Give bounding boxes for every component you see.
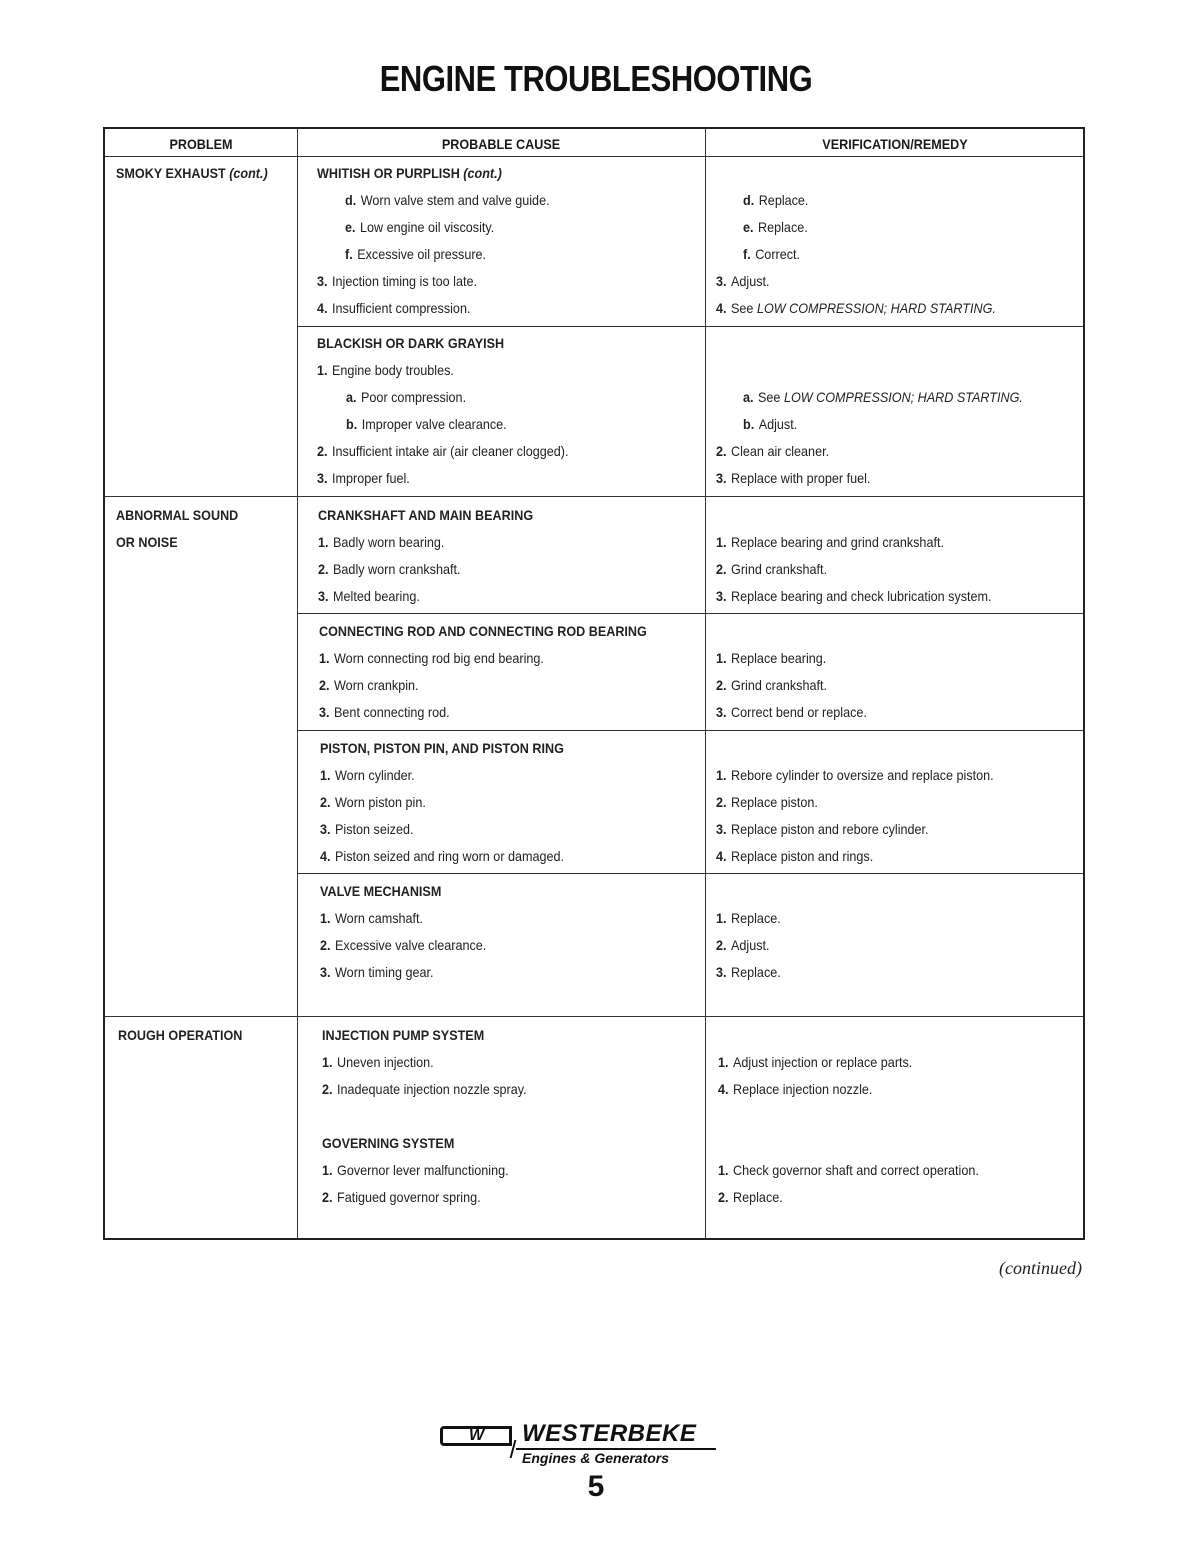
header-problem: PROBLEM — [169, 136, 233, 152]
cause-item: e. Low engine oil viscosity. — [345, 219, 495, 235]
remedy-item: 3. Correct bend or replace. — [716, 704, 867, 720]
row-divider — [297, 873, 1083, 874]
header-divider — [105, 156, 1083, 157]
remedy-item: 2. Grind crankshaft. — [716, 561, 827, 577]
row-divider — [297, 613, 1083, 614]
cause-item: b. Improper valve clearance. — [346, 416, 507, 432]
cause-item: 2. Badly worn crankshaft. — [318, 561, 461, 577]
remedy-item: 2. Adjust. — [716, 937, 770, 953]
section-heading-blackish: BLACKISH OR DARK GRAYISH — [317, 335, 505, 351]
cause-item: 3. Piston seized. — [320, 821, 414, 837]
cause-item: 3. Improper fuel. — [317, 470, 410, 486]
remedy-item: d. Replace. — [743, 192, 809, 208]
cause-item: 2. Insufficient intake air (air cleaner clogged). — [317, 443, 569, 459]
remedy-item: 4. See LOW COMPRESSION; HARD STARTING. — [716, 300, 996, 316]
cause-item: 4. Piston seized and ring worn or damaged. — [320, 848, 565, 864]
cause-item: 1. Worn connecting rod big end bearing. — [319, 650, 544, 666]
continued-note: (continued) — [999, 1258, 1082, 1278]
cause-item: 1. Worn camshaft. — [320, 910, 424, 926]
row-divider — [105, 496, 1083, 497]
remedy-item: 1. Check governor shaft and correct operation. — [718, 1162, 979, 1178]
remedy-item: 1. Replace bearing. — [716, 650, 827, 666]
remedy-item: b. Adjust. — [743, 416, 798, 432]
remedy-item: 1. Rebore cylinder to oversize and replace piston. — [716, 767, 994, 783]
remedy-item: 3. Replace with proper fuel. — [716, 470, 871, 486]
cause-item: 2. Worn crankpin. — [319, 677, 419, 693]
cause-item: 1. Governor lever malfunctioning. — [322, 1162, 509, 1178]
row-divider — [105, 1016, 1083, 1017]
cause-item: 3. Melted bearing. — [318, 588, 420, 604]
remedy-item: 3. Replace piston and rebore cylinder. — [716, 821, 929, 837]
cause-item: 3. Bent connecting rod. — [319, 704, 450, 720]
page-title: ENGINE TROUBLESHOOTING — [379, 58, 813, 99]
remedy-item: 1. Replace. — [716, 910, 781, 926]
cause-item: 3. Worn timing gear. — [320, 964, 434, 980]
remedy-item: 3. Replace. — [716, 964, 781, 980]
remedy-item: e. Replace. — [743, 219, 808, 235]
troubleshooting-table — [103, 127, 1085, 1240]
cause-item: 2. Excessive valve clearance. — [320, 937, 487, 953]
logo-tagline: Engines & Generators — [522, 1450, 670, 1466]
cause-item: 4. Insufficient compression. — [317, 300, 471, 316]
logo-name: WESTERBEKE — [522, 1420, 697, 1447]
cause-item: f. Excessive oil pressure. — [345, 246, 487, 262]
remedy-item: 2. Grind crankshaft. — [716, 677, 827, 693]
row-divider — [297, 730, 1083, 731]
column-divider — [297, 129, 298, 1238]
remedy-item: 3. Adjust. — [716, 273, 770, 289]
remedy-item: 2. Replace. — [718, 1189, 783, 1205]
cause-item: 1. Uneven injection. — [322, 1054, 434, 1070]
column-divider — [705, 129, 706, 1238]
remedy-item: 4. Replace piston and rings. — [716, 848, 874, 864]
header-probable-cause: PROBABLE CAUSE — [441, 136, 561, 152]
cause-item: 2. Worn piston pin. — [320, 794, 426, 810]
cause-item: 3. Injection timing is too late. — [317, 273, 478, 289]
remedy-item: f. Correct. — [743, 246, 801, 262]
header-verification-remedy: VERIFICATION/REMEDY — [822, 136, 968, 152]
cause-item: 1. Worn cylinder. — [320, 767, 415, 783]
section-heading-crankshaft: CRANKSHAFT AND MAIN BEARING — [318, 507, 534, 523]
section-heading-valve: VALVE MECHANISM — [320, 883, 442, 899]
section-heading-whitish: WHITISH OR PURPLISH (cont.) — [317, 165, 502, 181]
remedy-item: 2. Clean air cleaner. — [716, 443, 830, 459]
remedy-item: 1. Adjust injection or replace parts. — [718, 1054, 913, 1070]
westerbeke-logo — [438, 1420, 738, 1472]
problem-rough-operation: ROUGH OPERATION — [118, 1027, 243, 1043]
problem-smoky-exhaust: SMOKY EXHAUST (cont.) — [116, 165, 268, 181]
remedy-item: 2. Replace piston. — [716, 794, 818, 810]
section-heading-governing: GOVERNING SYSTEM — [322, 1135, 455, 1151]
row-divider — [297, 326, 1083, 327]
section-heading-injection: INJECTION PUMP SYSTEM — [322, 1027, 485, 1043]
remedy-item: a. See LOW COMPRESSION; HARD STARTING. — [743, 389, 1023, 405]
cause-item: 2. Inadequate injection nozzle spray. — [322, 1081, 527, 1097]
problem-abnormal-sound-line2: OR NOISE — [116, 534, 178, 550]
problem-abnormal-sound: ABNORMAL SOUND — [116, 507, 239, 523]
page-number: 5 — [587, 1470, 605, 1503]
cause-item: a. Poor compression. — [346, 389, 467, 405]
cause-item: 2. Fatigued governor spring. — [322, 1189, 481, 1205]
cause-item: d. Worn valve stem and valve guide. — [345, 192, 550, 208]
cause-item: 1. Badly worn bearing. — [318, 534, 445, 550]
cause-item: 1. Engine body troubles. — [317, 362, 454, 378]
section-heading-piston: PISTON, PISTON PIN, AND PISTON RING — [320, 740, 564, 756]
section-heading-conrod: CONNECTING ROD AND CONNECTING ROD BEARING — [319, 623, 647, 639]
logo-mark: W — [440, 1426, 512, 1446]
remedy-item: 4. Replace injection nozzle. — [718, 1081, 873, 1097]
remedy-item: 3. Replace bearing and check lubrication system. — [716, 588, 992, 604]
remedy-item: 1. Replace bearing and grind crankshaft. — [716, 534, 944, 550]
